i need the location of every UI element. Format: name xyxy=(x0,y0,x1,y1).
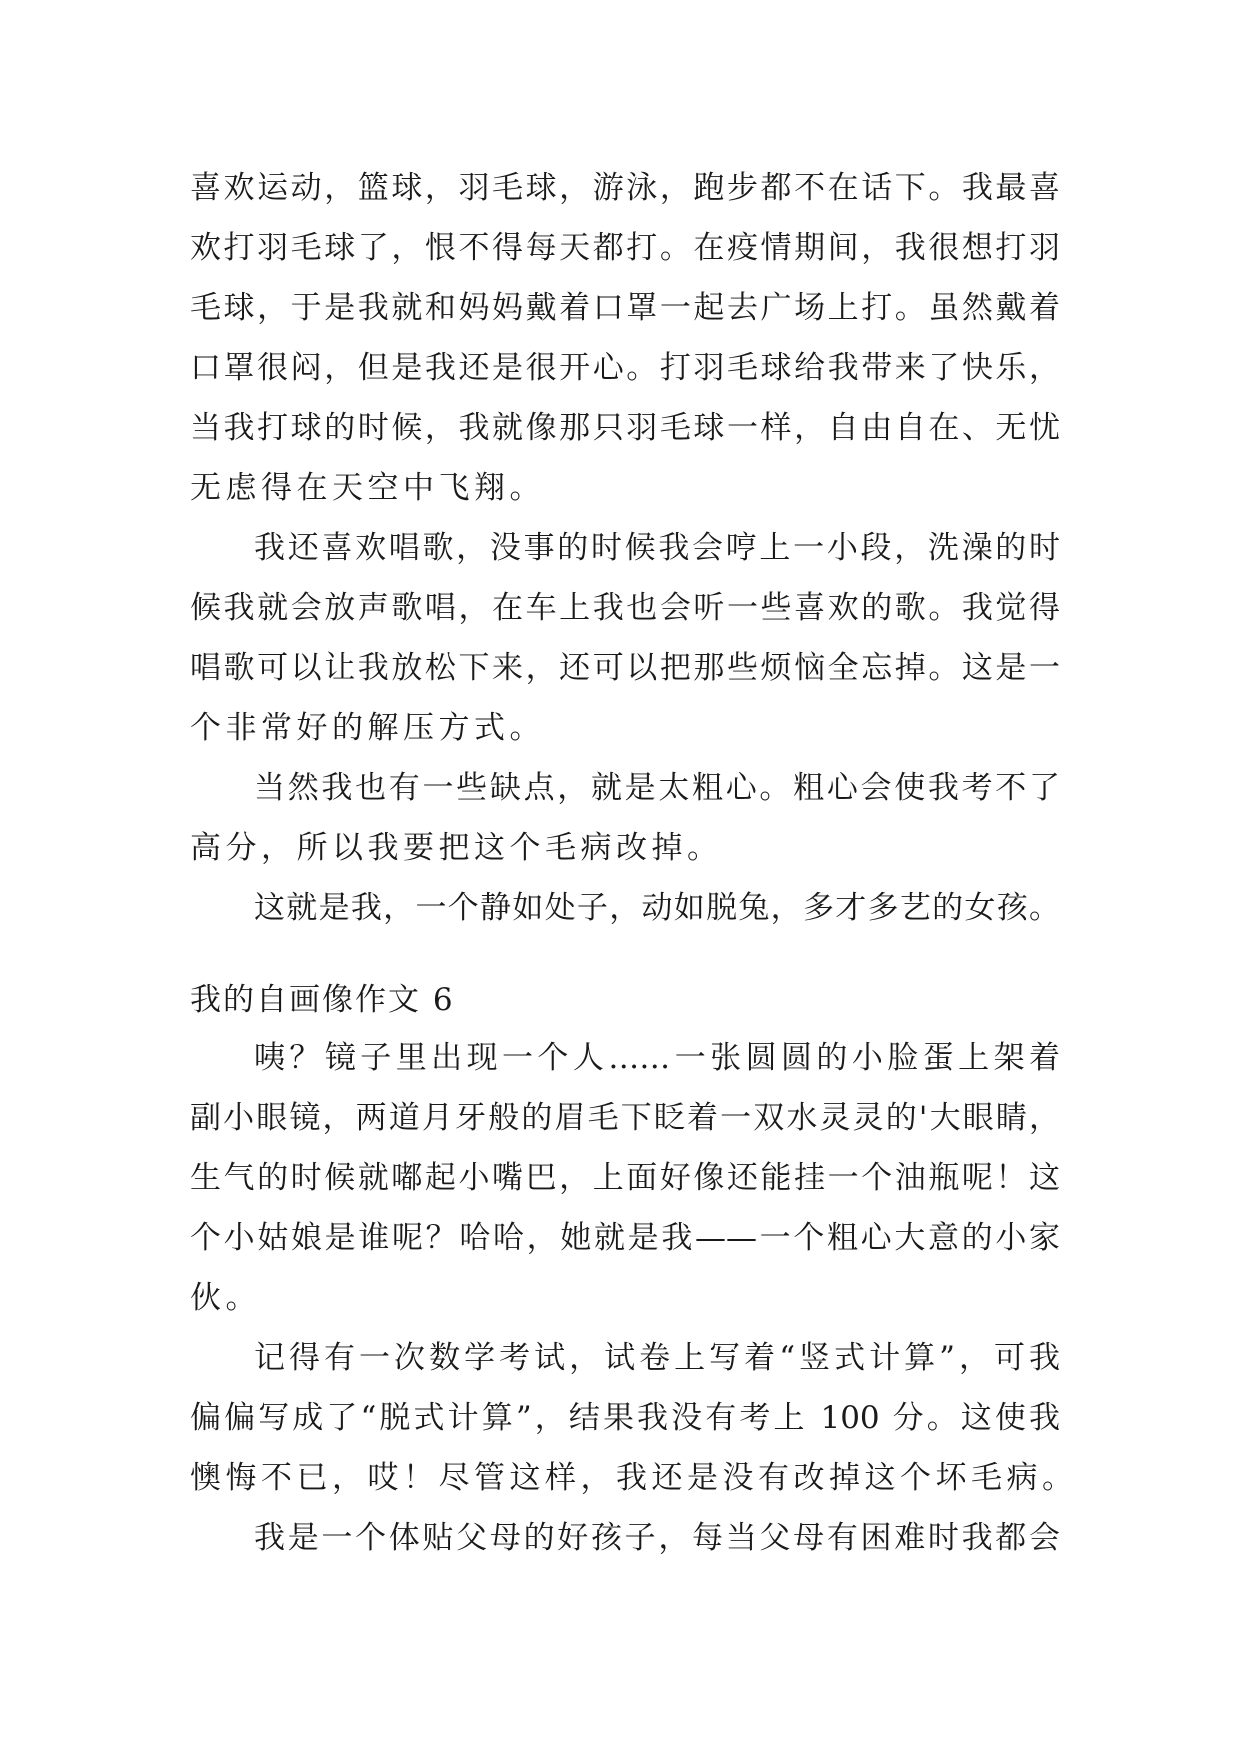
text-line: 副小眼镜，两道月牙般的眉毛下眨着一双水灵灵的'大眼睛， xyxy=(190,1100,1060,1136)
text-line: 个非常好的解压方式。 xyxy=(190,710,545,746)
text-line: 咦？镜子里出现一个人……一张圆圆的小脸蛋上架着 xyxy=(254,1040,1060,1076)
text-line: 欢打羽毛球了，恨不得每天都打。在疫情期间，我很想打羽 xyxy=(190,230,1060,266)
text-line: 喜欢运动，篮球，羽毛球，游泳，跑步都不在话下。我最喜 xyxy=(190,170,1060,206)
section-title: 我的自画像作文 6 xyxy=(190,982,455,1018)
text-line: 伙。 xyxy=(190,1280,261,1316)
text-line: 个小姑娘是谁呢？哈哈，她就是我——一个粗心大意的小家 xyxy=(190,1220,1060,1256)
text-line: 当我打球的时候，我就像那只羽毛球一样，自由自在、无忧 xyxy=(190,410,1060,446)
text-line: 当然我也有一些缺点，就是太粗心。粗心会使我考不了 xyxy=(254,770,1060,806)
text-line: 毛球，于是我就和妈妈戴着口罩一起去广场上打。虽然戴着 xyxy=(190,290,1060,326)
text-line: 生气的时候就嘟起小嘴巴，上面好像还能挂一个油瓶呢！这 xyxy=(190,1160,1060,1196)
text-line: 唱歌可以让我放松下来，还可以把那些烦恼全忘掉。这是一 xyxy=(190,650,1060,686)
text-line: 无虑得在天空中飞翔。 xyxy=(190,470,545,506)
text-line: 高分，所以我要把这个毛病改掉。 xyxy=(190,830,723,866)
text-line: 懊悔不已，哎！尽管这样，我还是没有改掉这个坏毛病。 xyxy=(190,1460,1078,1496)
text-line: 偏偏写成了“脱式计算”，结果我没有考上 100 分。这使我 xyxy=(190,1400,1060,1436)
text-line: 我还喜欢唱歌，没事的时候我会哼上一小段，洗澡的时 xyxy=(254,530,1060,566)
text-line: 我是一个体贴父母的好孩子，每当父母有困难时我都会 xyxy=(254,1520,1060,1556)
text-line: 口罩很闷，但是我还是很开心。打羽毛球给我带来了快乐， xyxy=(190,350,1060,386)
text-line: 记得有一次数学考试，试卷上写着“竖式计算”，可我 xyxy=(254,1340,1060,1376)
text-line: 这就是我，一个静如处子，动如脱兔，多才多艺的女孩。 xyxy=(254,890,1060,926)
text-line: 候我就会放声歌唱，在车上我也会听一些喜欢的歌。我觉得 xyxy=(190,590,1060,626)
